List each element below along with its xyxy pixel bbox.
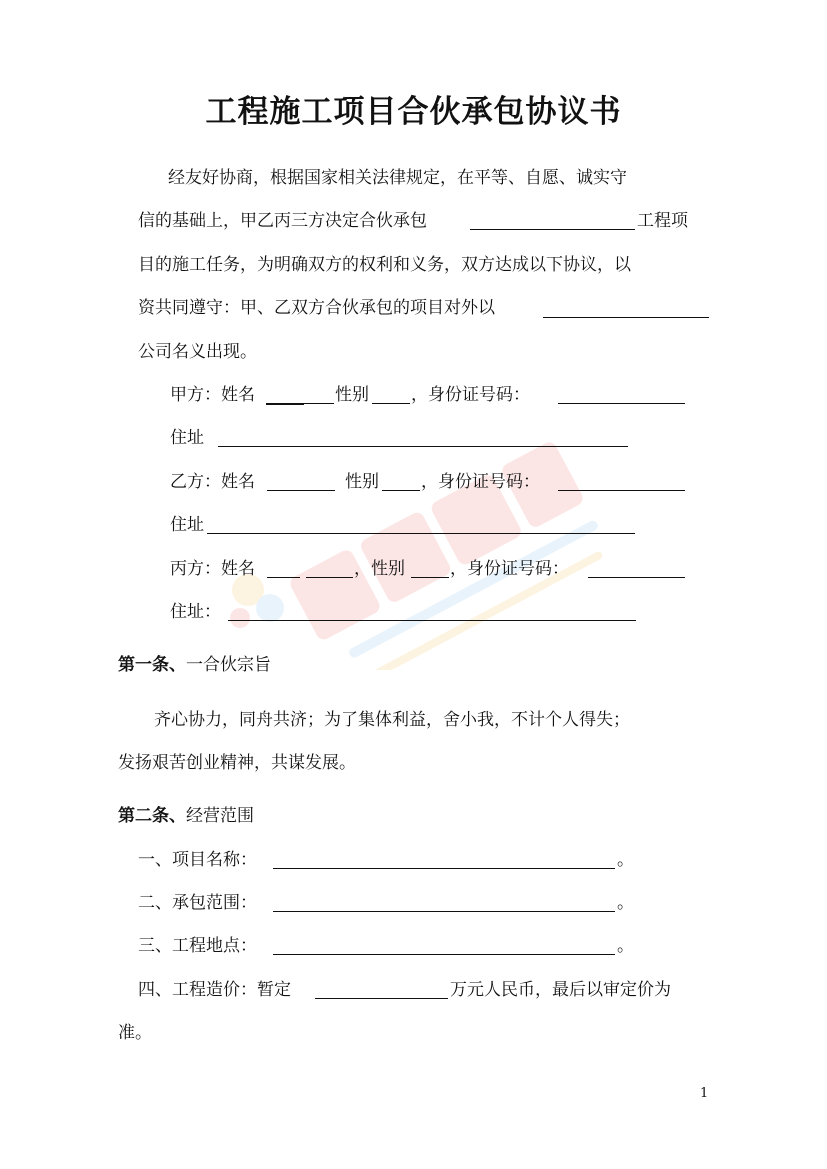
item-location-label: 三、工程地点： bbox=[138, 936, 257, 956]
party-a-gender-blank bbox=[372, 403, 410, 404]
party-b-gender-label: 性别 bbox=[345, 472, 379, 492]
item-scope-label: 二、承包范围： bbox=[138, 893, 257, 913]
party-a-gender-label: 性别 bbox=[335, 385, 369, 405]
intro-line-2-end: 工程项 bbox=[637, 211, 688, 231]
party-a-id-blank bbox=[558, 403, 685, 404]
watermark-logo-icon bbox=[210, 440, 610, 670]
party-a-id-label: ，身份证号码： bbox=[411, 385, 530, 405]
party-b-address-blank bbox=[207, 533, 635, 534]
intro-line-1: 经友好协商，根据国家相关法律规定，在平等、自愿、诚实守 bbox=[168, 168, 627, 188]
party-c-id-label: ，身份证号码： bbox=[450, 559, 569, 579]
party-b-name-blank bbox=[267, 490, 335, 491]
intro-line-5: 公司名义出现。 bbox=[138, 342, 257, 362]
item-scope-blank bbox=[273, 911, 615, 912]
party-b-id-label: ，身份证号码： bbox=[421, 472, 540, 492]
party-c-name-blank-2 bbox=[306, 577, 353, 578]
party-c-address-blank bbox=[228, 620, 636, 621]
project-name-blank bbox=[470, 229, 635, 230]
party-b-id-blank bbox=[558, 490, 685, 491]
article-2-number: 第二条、 bbox=[118, 806, 186, 826]
party-a-name-label: 甲方：姓名 bbox=[170, 385, 255, 405]
party-c-gender-blank bbox=[411, 577, 449, 578]
item-1-end: 。 bbox=[617, 850, 634, 870]
article-1-title: 一合伙宗旨 bbox=[186, 655, 271, 675]
article-2-heading bbox=[118, 804, 254, 828]
party-b-name-label: 乙方：姓名 bbox=[170, 472, 255, 492]
intro-line-2: 信的基础上，甲乙丙三方决定合伙承包 bbox=[138, 211, 427, 231]
item-3-end: 。 bbox=[617, 936, 634, 956]
intro-line-3: 目的施工任务，为明确双方的权利和义务，双方达成以下协议，以 bbox=[138, 255, 631, 275]
item-cost-end: 准。 bbox=[118, 1023, 152, 1043]
document-title: 工程施工项目合伙承包协议书 bbox=[205, 94, 622, 130]
party-b-gender-blank bbox=[382, 490, 420, 491]
article-1-line-2: 发扬艰苦创业精神，共谋发展。 bbox=[118, 753, 356, 773]
item-cost-blank bbox=[315, 998, 448, 999]
item-project-name-label: 一、项目名称： bbox=[138, 850, 257, 870]
party-a-address-label: 住址 bbox=[170, 428, 204, 448]
party-c-name-label: 丙方：姓名 bbox=[170, 559, 255, 579]
party-c-id-blank bbox=[588, 577, 685, 578]
page-number: 1 bbox=[700, 1086, 709, 1101]
party-b-address-label: 住址 bbox=[170, 515, 204, 535]
party-c-name-blank bbox=[267, 577, 300, 578]
article-2-title: 经营范围 bbox=[186, 806, 254, 826]
party-a-address-blank bbox=[218, 446, 628, 447]
item-location-blank bbox=[273, 954, 615, 955]
party-c-address-label: 住址： bbox=[170, 602, 221, 622]
party-c-gender-label: ，性别 bbox=[354, 559, 405, 579]
item-project-name-blank bbox=[273, 868, 615, 869]
item-2-end: 。 bbox=[617, 893, 634, 913]
item-cost-rest: 万元人民币，最后以审定价为 bbox=[450, 980, 671, 1000]
item-cost-label: 四、工程造价：暂定 bbox=[138, 980, 291, 1000]
company-name-blank bbox=[543, 317, 709, 318]
party-a-name-blank bbox=[266, 403, 304, 405]
party-a-name-blank-2 bbox=[304, 403, 334, 404]
article-1-heading bbox=[118, 653, 271, 677]
article-1-number: 第一条、 bbox=[118, 655, 186, 675]
intro-line-4: 资共同遵守：甲、乙双方合伙承包的项目对外以 bbox=[138, 298, 495, 318]
article-1-line-1: 齐心协力，同舟共济；为了集体利益，舍小我，不计个人得失； bbox=[154, 710, 630, 730]
